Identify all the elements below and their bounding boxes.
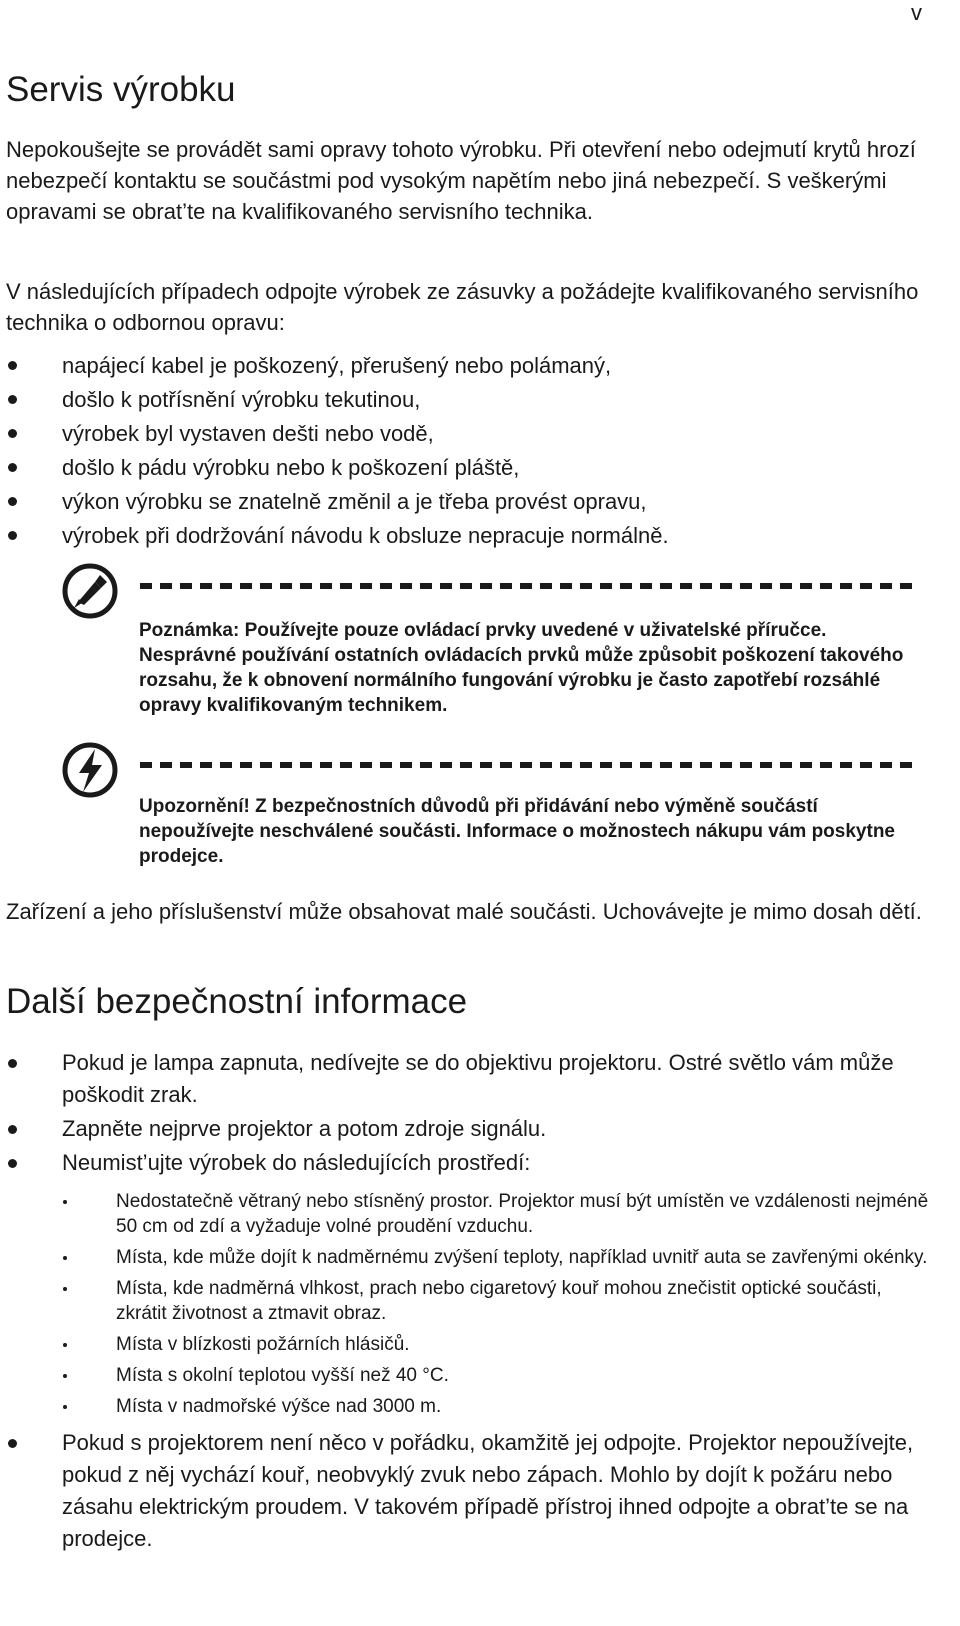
- bullet-icon: [8, 1125, 17, 1134]
- sub-list-item: [0, 1363, 930, 1388]
- sub-bullet-icon: [63, 1374, 67, 1378]
- list-item: [0, 451, 930, 485]
- list-item-text: výkon výrobku se znatelně změnil a je třeba provést opravu,: [62, 489, 647, 514]
- bullet-icon: [8, 1059, 17, 1068]
- servis-bullet-list: [0, 349, 930, 553]
- list-item-text: došlo k potřísnění výrobku tekutinou,: [62, 387, 421, 412]
- sub-list-item-text: Místa v blízkosti požárních hlásičů.: [116, 1334, 410, 1355]
- sub-list-item-text: Místa, kde nadměrná vlhkost, prach nebo cigaretový kouř mohou znečistit optické součásti, zkrátit životnost a ztmavit obraz.: [116, 1278, 882, 1324]
- sub-list-item-text: Místa v nadmořské výšce nad 3000 m.: [116, 1396, 442, 1417]
- sub-list-item-text: Místa s okolní teplotou vyšší než 40 °C.: [116, 1365, 449, 1386]
- sub-list-item-text: Místa, kde může dojít k nadměrnému zvýšení teploty, například uvnitř auta se zavřenými okénky.: [116, 1247, 928, 1268]
- sub-bullet-icon: [63, 1343, 67, 1347]
- note-text: Poznámka: Používejte pouze ovládací prvky uvedené v uživatelské příručce. Nesprávné používání ostatních ovládacích prvků může způsobit poškození takového rozsahu, že k obnovení normálního fungování výrobku je často zapotřebí rozsáhlé opravy kvalifikovaným technikem.: [139, 620, 904, 716]
- list-item-text: došlo k pádu výrobku nebo k poškození pláště,: [62, 455, 520, 480]
- servis-paragraph-2: V následujících případech odpojte výrobek ze zásuvky a požádejte kvalifikovaného servisního technika o odbornou opravu:: [6, 279, 919, 335]
- section-title-bezpecnost: Další bezpečnostní informace: [6, 982, 468, 1021]
- safety-bullet-list: [0, 1047, 930, 1555]
- sub-bullet-icon: [63, 1200, 67, 1204]
- servis-paragraph-1: Nepokoušejte se provádět sami opravy tohoto výrobku. Při otevření nebo odejmutí krytů hrozí nebezpečí kontaktu se součástmi pod vysokým napětím nebo jiná nebezpečí. S veškerými opravami se obrat’te na kvalifikovaného servisního technika.: [6, 137, 916, 224]
- dashed-divider: [140, 583, 920, 589]
- note-pen-icon: [60, 561, 120, 621]
- list-item: [0, 383, 930, 417]
- list-item-text: napájecí kabel je poškozený, přerušený nebo polámaný,: [62, 353, 612, 378]
- list-item-text: Neumist’ujte výrobek do následujících prostředí:: [62, 1150, 531, 1175]
- sub-list-item: [0, 1394, 930, 1419]
- list-item: [0, 1113, 930, 1145]
- bullet-icon: [8, 395, 17, 404]
- bullet-icon: [8, 1159, 17, 1168]
- sub-bullet-icon: [63, 1256, 67, 1260]
- sub-list-item: [0, 1245, 930, 1270]
- list-item: [0, 1147, 930, 1419]
- page-number: v: [911, 0, 922, 25]
- bullet-icon: [8, 361, 17, 370]
- section-title-servis: Servis výrobku: [6, 70, 236, 109]
- bullet-icon: [8, 463, 17, 472]
- sub-list-item-text: Nedostatečně větraný nebo stísněný prostor. Projektor musí být umístěn ve vzdálenosti nejméně 50 cm od zdí a vyžaduje volné proudění vzduchu.: [116, 1191, 929, 1237]
- warning-lightning-icon: [60, 740, 120, 800]
- bullet-icon: [8, 531, 17, 540]
- list-item: [0, 417, 930, 451]
- sub-list-item: [0, 1332, 930, 1357]
- bullet-icon: [8, 429, 17, 438]
- list-item-text: výrobek byl vystaven dešti nebo vodě,: [62, 421, 434, 446]
- bullet-icon: [8, 497, 17, 506]
- list-item-text: výrobek při dodržování návodu k obsluze nepracuje normálně.: [62, 523, 669, 548]
- list-item: [0, 485, 930, 519]
- sub-bullet-icon: [63, 1405, 67, 1409]
- dashed-divider: [140, 762, 920, 768]
- environment-sub-list: [62, 1189, 930, 1419]
- list-item-text: Pokud je lampa zapnuta, nedívejte se do objektivu projektoru. Ostré světlo vám může poškodit zrak.: [62, 1050, 894, 1107]
- list-item: [0, 519, 930, 553]
- sub-bullet-icon: [63, 1287, 67, 1291]
- list-item: [0, 349, 930, 383]
- bullet-icon: [8, 1439, 17, 1448]
- list-item-text: Zapněte nejprve projektor a potom zdroje signálu.: [62, 1116, 547, 1141]
- small-parts-paragraph: Zařízení a jeho příslušenství může obsahovat malé součásti. Uchovávejte je mimo dosah dětí.: [6, 899, 922, 924]
- list-item: [0, 1427, 930, 1555]
- list-item-text: Pokud s projektorem není něco v pořádku, okamžitě jej odpojte. Projektor nepoužívejte, pokud z něj vychází kouř, neobvyklý zvuk nebo zápach. Mohlo by dojít k požáru nebo zásahu elektrickým proudem. V takovém případě přístroj ihned odpojte a obrat’te se na prodejce.: [62, 1430, 914, 1551]
- sub-list-item: [0, 1189, 930, 1239]
- warning-text: Upozornění! Z bezpečnostních důvodů při přidávání nebo výměně součástí nepoužívejte neschválené součásti. Informace o možnostech nákupu vám poskytne prodejce.: [139, 796, 895, 867]
- list-item: [0, 1047, 930, 1111]
- sub-list-item: [0, 1276, 930, 1326]
